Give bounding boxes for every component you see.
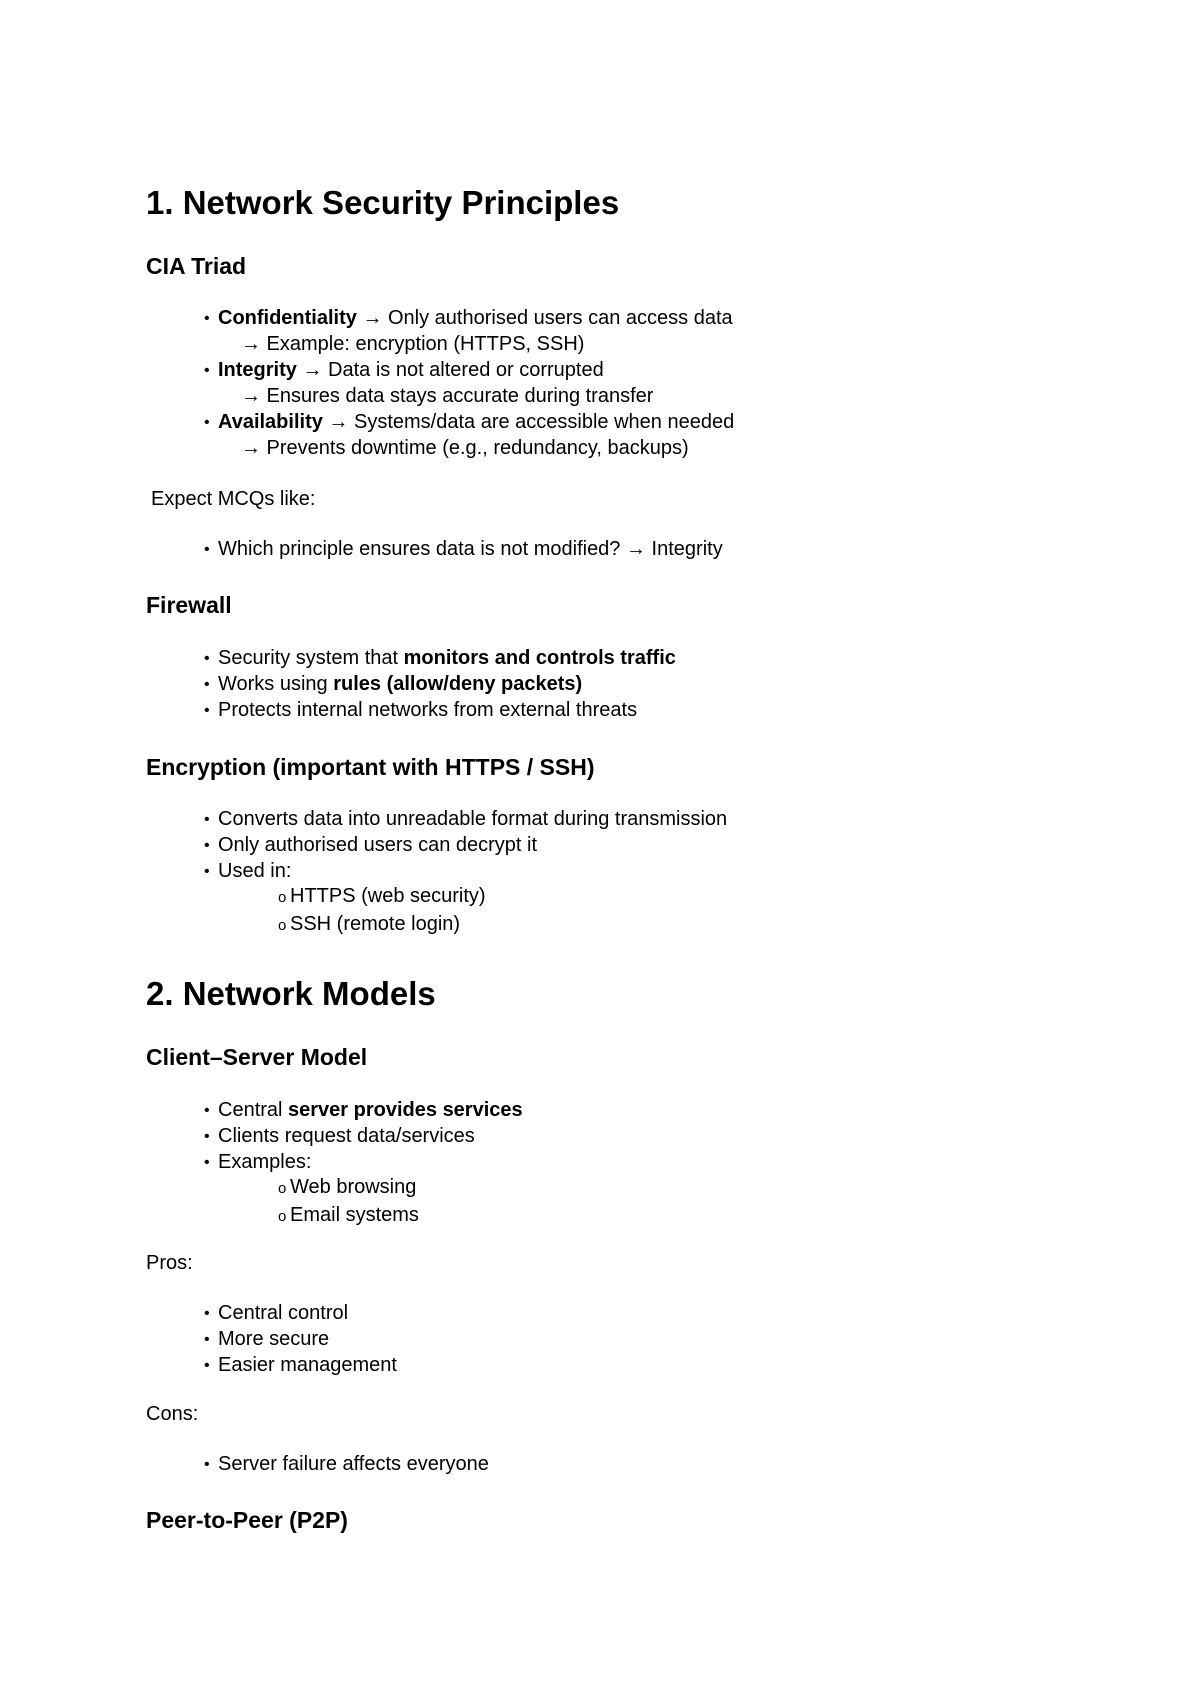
bullet-item [204, 1097, 523, 1124]
subsection-heading: CIA Triad [146, 253, 247, 279]
item-text: Converts data into unreadable format during transmission [218, 808, 728, 830]
item-text: Examples: [218, 1151, 312, 1173]
bullet-icon: • [204, 837, 210, 854]
bullet-item [204, 536, 723, 563]
bullet-icon: • [204, 1456, 210, 1473]
bullet-icon: • [204, 1331, 210, 1348]
item-text: Central [218, 1099, 289, 1121]
circle-bullet-icon: o [278, 1208, 287, 1225]
bullet-item [204, 1352, 397, 1379]
subsection-heading: Client–Server Model [146, 1044, 368, 1070]
bullet-icon: • [204, 1305, 210, 1322]
item-text: SSH (remote login) [290, 913, 461, 935]
bullet-icon: • [204, 702, 210, 719]
bullet-item [204, 832, 537, 859]
bullet-item [204, 1451, 489, 1478]
item-text: → Systems/data are accessible when needed [322, 411, 735, 433]
bold-term: Integrity [218, 359, 297, 381]
bullet-icon: • [204, 414, 210, 431]
section-heading: 1. Network Security Principles [146, 184, 620, 221]
bullet-icon: • [204, 676, 210, 693]
sub-bullet-item [278, 1174, 416, 1202]
bullet-item [204, 671, 582, 698]
item-text: Which principle ensures data is not modified? → Integrity [218, 538, 723, 560]
paragraph-text: Cons: [146, 1403, 199, 1425]
bullet-item [204, 305, 733, 332]
item-text: Used in: [218, 860, 292, 882]
sub-bullet-item [278, 883, 486, 911]
bullet-item [204, 1123, 475, 1150]
item-text: Easier management [218, 1354, 397, 1376]
item-text: Clients request data/services [218, 1125, 475, 1147]
sub-bullet-item [278, 911, 460, 939]
bullet-icon: • [204, 650, 210, 667]
item-text: Security system that [218, 647, 404, 669]
paragraph-text: Expect MCQs like: [151, 488, 316, 510]
bold-term: Availability [218, 411, 323, 433]
item-text: Web browsing [290, 1176, 417, 1198]
bullet-item [204, 858, 291, 885]
item-text: → Only authorised users can access data [356, 307, 733, 329]
item-text: Server failure affects everyone [218, 1453, 489, 1475]
item-text: Central control [218, 1302, 349, 1324]
item-note: → Prevents downtime (e.g., redundancy, backups) [241, 437, 689, 459]
item-text: → Data is not altered or corrupted [296, 359, 604, 381]
bullet-icon: • [204, 1128, 210, 1145]
bullet-item [204, 1149, 311, 1176]
bullet-item [204, 806, 727, 833]
bullet-item [204, 1326, 329, 1353]
sub-bullet-item [278, 1202, 419, 1230]
paragraph-text: Pros: [146, 1252, 193, 1274]
subsection-heading: Encryption (important with HTTPS / SSH) [146, 754, 595, 780]
bold-text: rules (allow/deny packets) [333, 673, 583, 695]
item-text: More secure [218, 1328, 330, 1350]
bullet-icon: • [204, 811, 210, 828]
bullet-icon: • [204, 310, 210, 327]
item-text: HTTPS (web security) [290, 885, 486, 907]
bullet-icon: • [204, 1154, 210, 1171]
bullet-item [204, 409, 734, 436]
bullet-icon: • [204, 362, 210, 379]
bullet-item [204, 1300, 348, 1327]
item-text: Protects internal networks from external threats [218, 699, 638, 721]
item-note: → Ensures data stays accurate during transfer [241, 385, 654, 407]
bold-text: server provides services [288, 1099, 523, 1121]
bullet-icon: • [204, 1102, 210, 1119]
circle-bullet-icon: o [278, 1180, 287, 1197]
bullet-item [204, 697, 637, 724]
circle-bullet-icon: o [278, 917, 287, 934]
item-note: → Example: encryption (HTTPS, SSH) [241, 333, 585, 355]
item-text: Only authorised users can decrypt it [218, 834, 538, 856]
circle-bullet-icon: o [278, 889, 287, 906]
bullet-icon: • [204, 541, 210, 558]
section-heading: 2. Network Models [146, 975, 436, 1012]
bullet-icon: • [204, 1357, 210, 1374]
subsection-heading: Peer-to-Peer (P2P) [146, 1507, 348, 1533]
bullet-item [204, 357, 604, 384]
bullet-item [204, 645, 676, 672]
item-text: Works using [218, 673, 334, 695]
bullet-icon: • [204, 863, 210, 880]
subsection-heading: Firewall [146, 592, 232, 618]
item-text: Email systems [290, 1204, 419, 1226]
bold-text: monitors and controls traffic [403, 647, 676, 669]
bold-term: Confidentiality [218, 307, 357, 329]
